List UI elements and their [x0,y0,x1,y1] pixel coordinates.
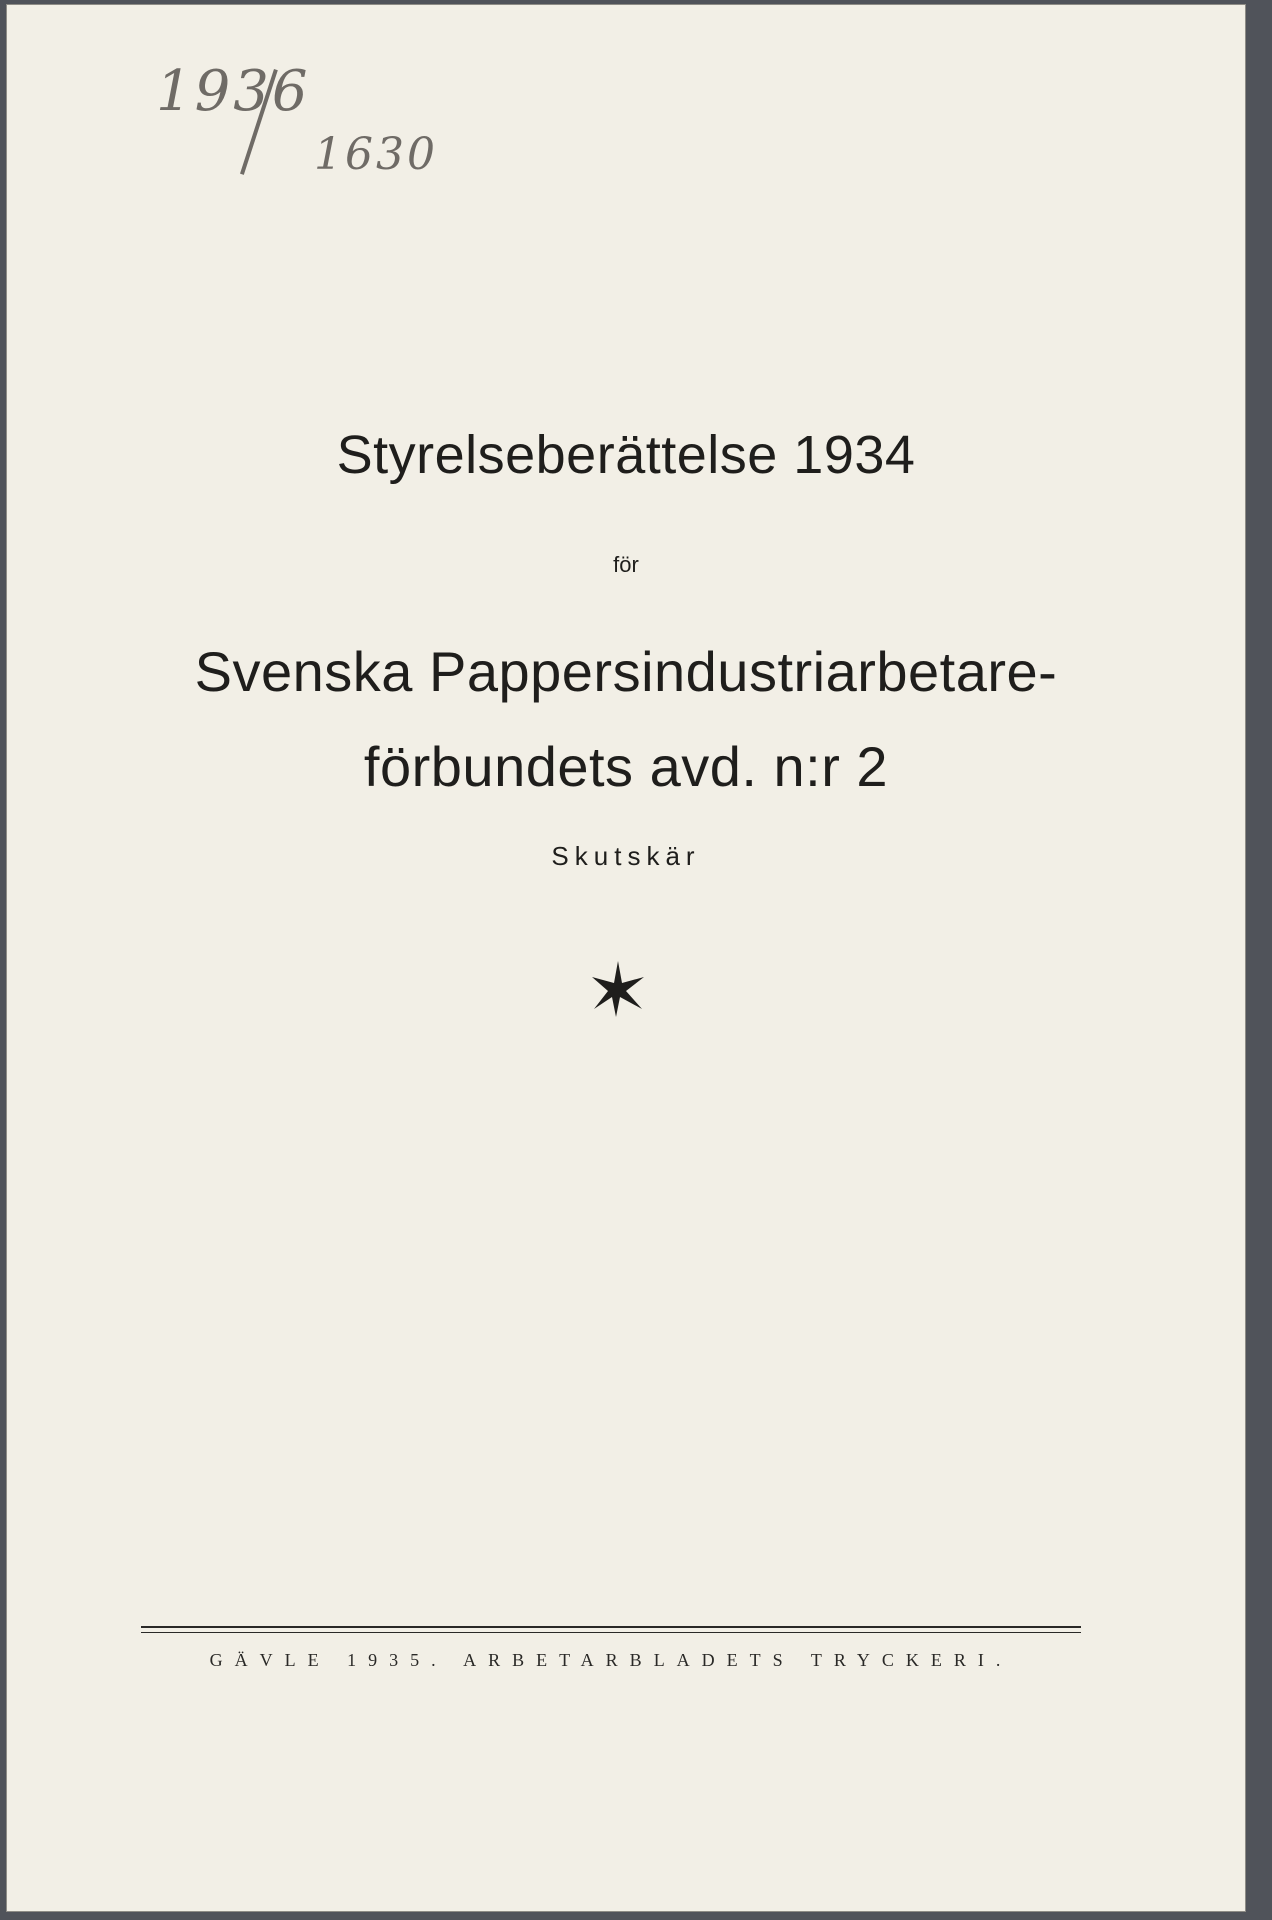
handwritten-number: 1630 [314,129,438,180]
star-icon [588,959,648,1019]
handwritten-year: 1936 [156,59,311,124]
organization-line-1: Svenska Pappersindustriarbetare- [194,640,1058,703]
place-name: Skutskär [551,841,701,871]
imprint-rule-top [141,1626,1081,1628]
document-page [6,4,1246,1912]
for-label: för [613,552,639,577]
page-title: Styrelseberättelse 1934 [336,425,916,485]
imprint-rule-bottom [141,1632,1081,1633]
organization-line-2: förbundets avd. n:r 2 [363,735,889,798]
printer-imprint: GÄVLE 1935. ARBETARBLADETS TRYCKERI. [209,1650,1013,1670]
